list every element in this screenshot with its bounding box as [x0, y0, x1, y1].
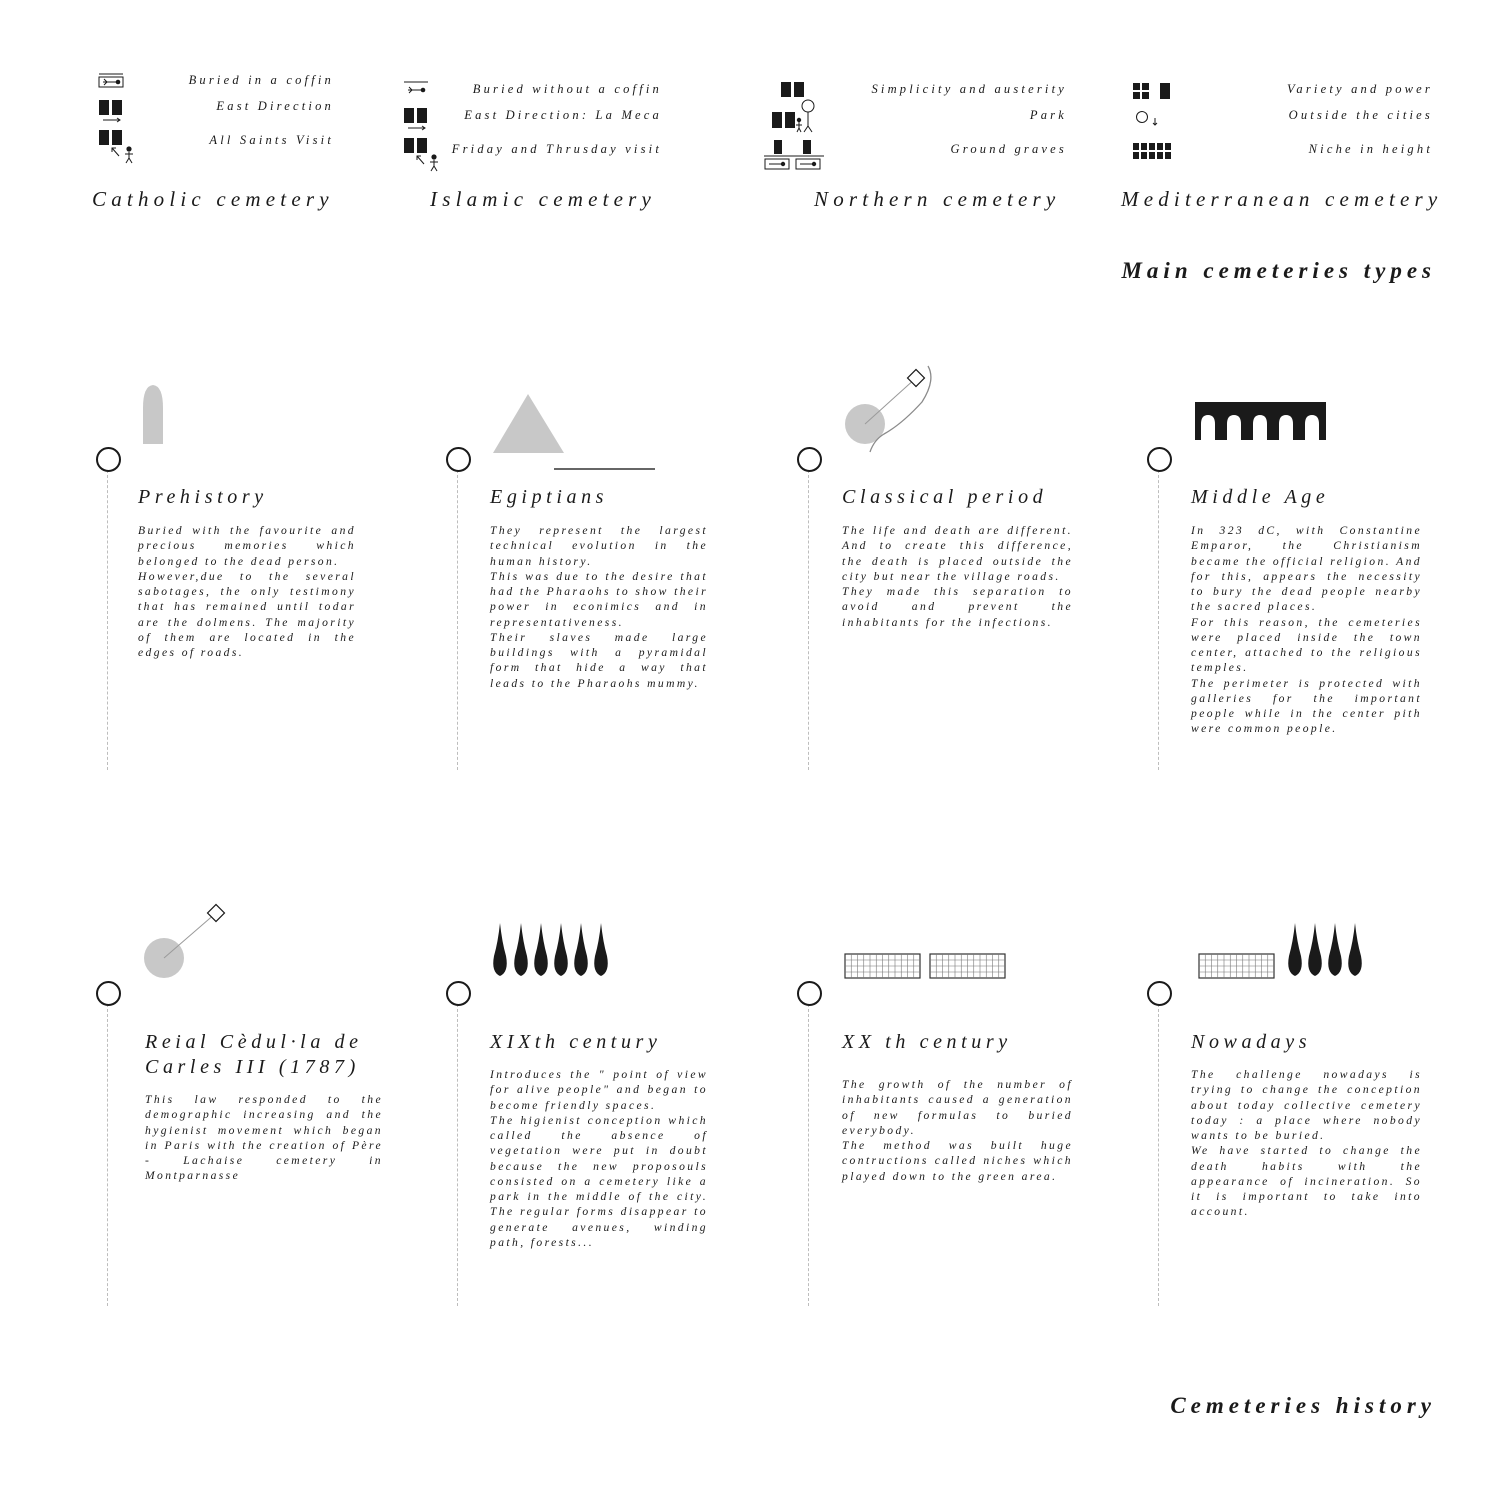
catholic-symbols-icon	[96, 70, 140, 166]
mediterranean-symbols-icon	[1130, 78, 1174, 164]
cypress-tree-icon	[1288, 923, 1302, 976]
mediterranean-feature-2: Outside the cities	[1288, 108, 1433, 122]
islamic-title: Islamic cemetery	[430, 187, 657, 211]
timeline-line	[457, 470, 458, 770]
era-title-reial-cedula: Reial Cèdul·la de Carles III (1787)	[145, 1031, 363, 1078]
northern-feature-3: Ground graves	[950, 142, 1067, 156]
timeline-node	[797, 981, 822, 1006]
era-body-middle-age: In 323 dC, with Constantine Emparor, the Christianism became the official religion. And for this, appears the necessity to bury the dead people nearby the sacred places. For this reason, the cemeteries were placed inside the town center, attached to the religious temples. The perimeter is protected with galleries for the important people while in the center pith were common people.	[1191, 524, 1422, 736]
northern-feature-1: Simplicity and austerity	[871, 82, 1067, 96]
islamic-feature-2: East Direction: La Meca	[464, 108, 662, 122]
timeline-line	[1158, 470, 1159, 770]
timeline-line	[1158, 1004, 1159, 1306]
era-body-reial-cedula: This law responded to the demographic increasing and the hygienist movement which began in Paris with the creation of Père - Lachaise cemetery in Montparnasse	[145, 1093, 383, 1183]
cypress-tree-icon	[493, 923, 507, 976]
timeline-line	[808, 1004, 809, 1306]
era-title-egiptians: Egiptians	[490, 486, 609, 508]
timeline-line	[107, 1004, 108, 1306]
era-body-nowadays: The challenge nowadays is trying to change the conception about today collective cemetery today : a place where nobody wants to be buried. We have started to change the death habits with the appearance of incineration. So it is important to take into account.	[1191, 1068, 1422, 1219]
niche-wall-icon	[840, 950, 1010, 982]
era-title-xx-century: XX th century	[842, 1031, 1012, 1053]
cypress-tree-icon	[574, 923, 588, 976]
timeline-node	[1147, 447, 1172, 472]
timeline-node	[797, 447, 822, 472]
niche-grid	[930, 954, 1005, 978]
timeline-line	[457, 1004, 458, 1306]
era-title-classical-period: Classical period	[842, 486, 1048, 508]
era-body-prehistory: Buried with the favourite and precious memories which belonged to the dead person. However,due to the several sabotages, the only testimony that has remained until todar are the dolmens. The majority of them are located in the edges of roads.	[138, 524, 356, 659]
city-road-icon	[840, 362, 940, 454]
niche-grid	[1199, 954, 1274, 978]
pyramid-icon	[490, 390, 660, 474]
cypress-tree-icon	[1328, 923, 1342, 976]
cypress-tree-icon	[514, 923, 528, 976]
northern-feature-2: Park	[1029, 108, 1067, 122]
niches-and-trees-icon	[1195, 920, 1365, 982]
timeline-node	[446, 447, 471, 472]
mediterranean-feature-1: Variety and power	[1286, 82, 1433, 96]
catholic-feature-2: East Direction	[216, 99, 334, 113]
menhir-icon	[140, 382, 170, 448]
era-title-xixth-century: XIXth century	[490, 1031, 662, 1053]
cypress-tree-icon	[534, 923, 548, 976]
cypress-tree-icon	[1308, 923, 1322, 976]
main-cemeteries-types-heading: Main cemeteries types	[1121, 258, 1436, 283]
cypress-tree-icon	[554, 923, 568, 976]
era-body-xixth-century: Introduces the " point of view for alive people" and began to become friendly spaces. The higienist conception which called the absence of vegetation were put in doubt because the new proposouls consisted on a cemetery like a park in the middle of the city. The regular forms disappear to generate avenues, winding path, forests...	[490, 1068, 708, 1249]
mediterranean-title: Mediterranean cemetery	[1121, 187, 1443, 211]
era-body-classical-period: The life and death are different. And to create this difference, the death is placed outside the city but near the village roads. They made this separation to avoid and prevent the inhabitants for the infections.	[842, 524, 1073, 629]
northern-symbols-icon	[762, 78, 828, 174]
cypress-tree-icon	[1348, 923, 1362, 976]
era-body-egiptians: They represent the largest technical evolution in the human history. This was due to the desire that had the Pharaohs to show their power in econimics and in representativeness. Their slaves made large buildings with a pyramidal form that hide a way that leads to the Pharaohs mummy.	[490, 524, 708, 690]
era-title-prehistory: Prehistory	[138, 486, 268, 508]
catholic-feature-3: All Saints Visit	[209, 133, 334, 147]
islamic-feature-3: Friday and Thrusday visit	[451, 142, 662, 156]
timeline-node	[96, 981, 121, 1006]
timeline-node	[96, 447, 121, 472]
arcade-icon	[1192, 398, 1332, 444]
northern-title: Northern cemetery	[814, 187, 1061, 211]
cemeteries-history-heading: Cemeteries history	[1170, 1393, 1436, 1418]
city-separation-icon	[140, 900, 235, 982]
catholic-feature-1: Buried in a coffin	[188, 73, 334, 87]
islamic-symbols-icon	[401, 78, 445, 174]
cypress-trees-icon	[490, 920, 615, 982]
catholic-title: Catholic cemetery	[92, 187, 334, 211]
mediterranean-feature-3: Niche in height	[1308, 142, 1433, 156]
era-title-nowadays: Nowadays	[1191, 1031, 1312, 1053]
era-body-xx-century: The growth of the number of inhabitants caused a generation of new formulas to buried everybody. The method was built huge contructions called niches which played down to the green area.	[842, 1078, 1073, 1183]
islamic-feature-1: Buried without a coffin	[472, 82, 662, 96]
timeline-node	[1147, 981, 1172, 1006]
era-title-middle-age: Middle Age	[1191, 486, 1330, 508]
timeline-node	[446, 981, 471, 1006]
timeline-line	[808, 470, 809, 770]
niche-grid	[845, 954, 920, 978]
cypress-tree-icon	[594, 923, 608, 976]
timeline-line	[107, 470, 108, 770]
